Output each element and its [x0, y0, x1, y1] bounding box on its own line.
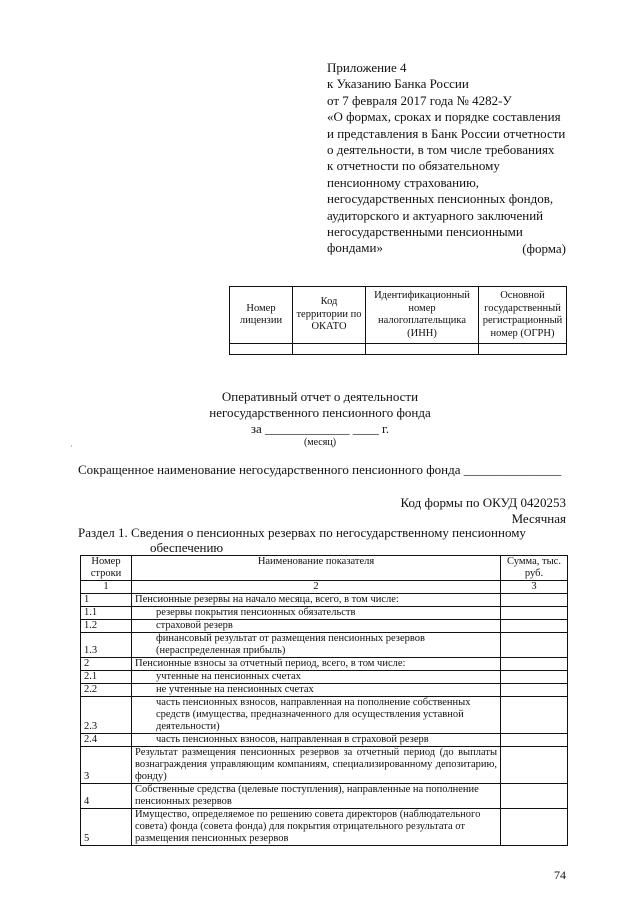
table-row [81, 784, 568, 809]
form-code: Код формы по ОКУД 0420253 [400, 495, 566, 510]
table-row [81, 809, 568, 846]
appendix-line: «О формах, сроках и порядке составления [327, 109, 561, 125]
table-row [81, 734, 568, 747]
indicator-name: учтенные на пенсионных счетах [132, 671, 501, 684]
row-number: 4 [81, 784, 132, 809]
amount-cell[interactable] [501, 684, 568, 697]
column-numbers-row [81, 581, 568, 594]
column-number: 3 [501, 581, 568, 594]
amount-cell[interactable] [501, 620, 568, 633]
appendix-line: пенсионному страхованию, [327, 174, 480, 190]
row-number: 2.3 [81, 697, 132, 734]
appendix-line: о деятельности, в том числе требованиях [327, 142, 555, 158]
row-number: 1.1 [81, 607, 132, 620]
indicator-name: финансовый результат от размещения пенсионных резервов (нераспределенная прибыль) [132, 633, 501, 658]
row-number: 2 [81, 658, 132, 671]
row-number: 1 [81, 594, 132, 607]
scan-mark: · [70, 441, 73, 451]
appendix-line: фондами» [327, 240, 383, 256]
indicator-name: резервы покрытия пенсионных обязательств [132, 607, 501, 620]
appendix-reference [327, 60, 577, 257]
appendix-line: и представления в Банк России отчетности [327, 125, 566, 141]
indicator-name: страховой резерв [132, 620, 501, 633]
row-number: 5 [81, 809, 132, 846]
row-number: 1.2 [81, 620, 132, 633]
column-number: 2 [132, 581, 501, 594]
appendix-line: к отчетности по обязательному [327, 158, 500, 174]
header-amount: Сумма, тыс. руб. [501, 556, 568, 581]
table-row [81, 697, 568, 734]
license-number-cell[interactable] [230, 344, 293, 355]
header-inn: Идентификационный номер налогоплательщика (ИНН) [366, 287, 479, 344]
row-number: 2.1 [81, 671, 132, 684]
indicator-name: Имущество, определяемое по решению совета директоров (наблюдательного совета) фонда (совета фонда) для покрытия отрицательного результата от размещения пенсионных резервов [132, 809, 501, 846]
row-number: 3 [81, 747, 132, 784]
appendix-line: Приложение 4 [327, 60, 407, 75]
amount-cell[interactable] [501, 734, 568, 747]
table-row [81, 671, 568, 684]
table-row [81, 658, 568, 671]
pension-reserves-table [80, 555, 568, 846]
indicator-name: Пенсионные взносы за отчетный период, всего, в том числе: [132, 658, 501, 671]
table-row [81, 594, 568, 607]
report-subtitle: негосударственного пенсионного фонда [209, 405, 431, 420]
table-header-row [81, 556, 568, 581]
amount-cell[interactable] [501, 658, 568, 671]
indicator-name: часть пенсионных взносов, направленная на пополнение собственных средств (имущества, предназначенного для осуществления уставной деятельности) [132, 697, 501, 734]
report-title: Оперативный отчет о деятельности [221, 389, 419, 404]
appendix-line: к Указанию Банка России [327, 76, 469, 92]
appendix-line: аудиторского и актуарного заключений [327, 207, 544, 223]
indicator-name: Собственные средства (целевые поступления), направленные на пополнение пенсионных резервов [132, 784, 501, 809]
indicator-name: часть пенсионных взносов, направленная в страховой резерв [132, 734, 501, 747]
section-heading-line: обеспечению [150, 540, 224, 555]
report-period: за _____________ ____ г. [250, 421, 390, 436]
fund-short-name: Сокращенное наименование негосударственного пенсионного фонда _______________ [78, 462, 562, 477]
section-heading-line: Раздел 1. Сведения о пенсионных резервах по негосударственному пенсионному [78, 525, 526, 540]
periodicity: Месячная [511, 511, 566, 526]
amount-cell[interactable] [501, 784, 568, 809]
table-row [81, 607, 568, 620]
header-indicator-name: Наименование показателя [132, 556, 501, 581]
table-row [81, 620, 568, 633]
table-row [81, 747, 568, 784]
amount-cell[interactable] [501, 697, 568, 734]
amount-cell[interactable] [501, 809, 568, 846]
amount-cell[interactable] [501, 594, 568, 607]
appendix-line: негосударственными пенсионными [327, 224, 523, 240]
header-okato-code: Код территории по ОКАТО [293, 287, 366, 344]
row-number: 2.2 [81, 684, 132, 697]
id-codes-table [229, 286, 567, 355]
okato-code-cell[interactable] [293, 344, 366, 355]
header-ogrn: Основной государственный регистрационный номер (ОГРН) [479, 287, 567, 344]
table-row [81, 633, 568, 658]
amount-cell[interactable] [501, 671, 568, 684]
appendix-line: от 7 февраля 2017 года № 4282-У [327, 92, 512, 108]
period-caption: (месяц) [303, 437, 337, 448]
page-number: 74 [554, 868, 566, 882]
column-number: 1 [81, 581, 132, 594]
header-row-number: Номер строки [81, 556, 132, 581]
appendix-line: негосударственных пенсионных фондов, [327, 191, 554, 207]
amount-cell[interactable] [501, 633, 568, 658]
ogrn-cell[interactable] [479, 344, 567, 355]
row-number: 2.4 [81, 734, 132, 747]
header-license-number: Номер лицензии [230, 287, 293, 344]
section-heading [78, 525, 568, 555]
indicator-name: Результат размещения пенсионных резервов за отчетный период (до выплаты вознаграждения управляющим компаниям, специализированному депозитарию, фонду) [132, 747, 501, 784]
row-number: 1.3 [81, 633, 132, 658]
amount-cell[interactable] [501, 607, 568, 620]
inn-cell[interactable] [366, 344, 479, 355]
table-row [81, 684, 568, 697]
indicator-name: Пенсионные резервы на начало месяца, всего, в том числе: [132, 594, 501, 607]
indicator-name: не учтенные на пенсионных счетах [132, 684, 501, 697]
form-label: (форма) [522, 241, 566, 256]
amount-cell[interactable] [501, 747, 568, 784]
